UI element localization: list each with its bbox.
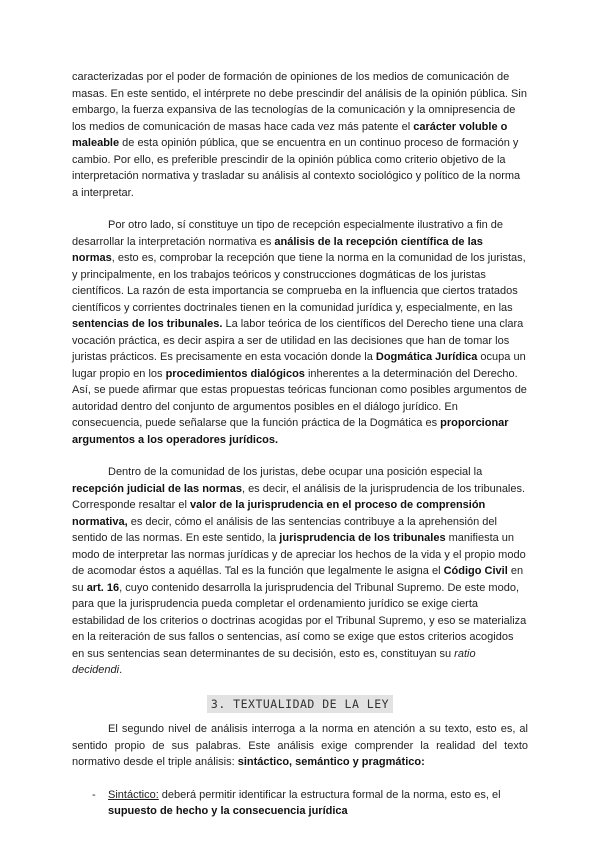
bold-recepcion-judicial: recepción judicial de las normas [72, 482, 242, 495]
bold-dogmatica-juridica: Dogmática Jurídica [375, 351, 478, 363]
section-heading: 3. TEXTUALIDAD DE LA LEY [207, 695, 393, 714]
section-heading-wrap [72, 695, 528, 714]
bold-proporcionar-argumentos: proporcionar argumentos a los operadores jurídicos. [72, 417, 509, 446]
analysis-list [72, 787, 528, 820]
list-item: - Sintáctico: deberá permitir identificar la estructura formal de la norma, esto es, el supuesto de hecho y la consecuencia jurídica [92, 788, 501, 817]
paragraph-opinion-publica: caracterizadas por el poder de formación de opiniones de los medios de comunicación de masas. En este sentido, el intérprete no debe prescindir del análisis de la opinión pública. Sin embargo, la fuerza expansiva de las tecnologías de la comunicación y la omnipresencia de los medios de comunicación de masas hace cada vez más patente el carácter voluble o maleable de esta opinión pública, que se encuentra en un continuo proceso de formación y cambio. Por ello, es preferible prescindir de la opinión pública como criterio objetivo de la interpretación normativa y trasladar su análisis al contexto sociológico y político de la norma a interpretar. [72, 71, 527, 199]
paragraph-recepcion-judicial: Dentro de la comunidad de los juristas, debe ocupar una posición especial la recepción judicial de las normas, es decir, el análisis de la jurisprudencia de los tribunales. Corresponde resaltar el valor de la jurisprudencia en el proceso de comprensión normativa, es decir, cómo el análisis de las sentencias contribuye a la aprehensión del sentido de las normas. En este sentido, la jurisprudencia de los tribunales manifiesta un modo de interpretar las normas jurídicas y de apreciar los hechos de la vida y el propio modo de acomodar éstos a aquéllas. Tal es la función que legalmente le asigna el Código Civil en su art. 16, cuyo contenido desarrolla la jurisprudencia del Tribunal Supremo. De este modo, para que la jurisprudencia pueda completar el ordenamiento jurídico se exige cierta estabilidad de los criterios o doctrinas acogidas por el Tribunal Supremo, y eso se materializa en la reiteración de sus fallos o sentencias, así como se exige que estos criterios acogidos en sus sentencias sean determinantes de su decisión, esto es, constituyan su ratio decidendi. [72, 466, 527, 676]
list-dash: - [92, 788, 96, 801]
bold-supuesto-de-hecho: supuesto de hecho y la consecuencia jurídica [108, 805, 348, 817]
bold-analisis-recepcion: análisis de la recepción científica de las normas [72, 235, 483, 264]
paragraph-segundo-nivel: El segundo nivel de análisis interroga a la norma en atención a su texto, esto es, al sentido propio de sus palabras. Este análisis exige comprender la realidad del texto normativo desde el triple análisis: sintáctico, semántico y pragmático: [72, 723, 528, 768]
bold-triple-analisis: sintáctico, semántico y pragmático: [237, 756, 425, 768]
bold-jurisprudencia-tribunales: jurisprudencia de los tribunales [279, 532, 446, 544]
bold-caracter-voluble: carácter voluble o maleable [72, 120, 508, 149]
bold-procedimientos-dialogicos: procedimientos dialógicos [165, 367, 305, 380]
bold-sentencias-tribunales: sentencias de los tribunales. [72, 318, 223, 330]
italic-ratio-decidendi: ratio decidendi [72, 647, 476, 676]
bold-valor-jurisprudencia: valor de la jurisprudencia en el proceso de comprensión normativa, [72, 499, 486, 528]
bold-art-16: art. 16 [86, 581, 120, 594]
paragraph-recepcion-cientifica: Por otro lado, sí constituye un tipo de recepción especialmente ilustrativo a fin de desarrollar la interpretación normativa es análisis de la recepción científica de las normas, esto es, comprobar la recepción que tiene la norma en la comunidad de los juristas, y principalmente, en los trabajos teóricos y construcciones dogmáticas de los juristas científicos. La razón de esta importancia se comprueba en la influencia que ciertos tratados científicos y corrientes doctrinales tienen en la comunidad jurídica y, especialmente, en las sentencias de los tribunales. La labor teórica de los científicos del Derecho tiene una clara vocación práctica, es decir aspira a ser de utilidad en las decisiones que han de tomar los juristas prácticos. Es precisamente en esta vocación donde la Dogmática Jurídica ocupa un lugar propio en los procedimientos dialógicos inherentes a la determinación del Derecho. Así, se puede afirmar que estas propuestas teóricas funcionan como posibles argumentos de autoridad dentro del conjunto de argumentos posibles en el diálogo jurídico. En consecuencia, puede señalarse que la función práctica de la Dogmática es proporcionar argumentos a los operadores jurídicos. [72, 219, 527, 446]
document-page [72, 69, 528, 820]
bold-codigo-civil: Código Civil [443, 565, 508, 577]
underlined-sintactico: Sintáctico: [108, 788, 159, 801]
